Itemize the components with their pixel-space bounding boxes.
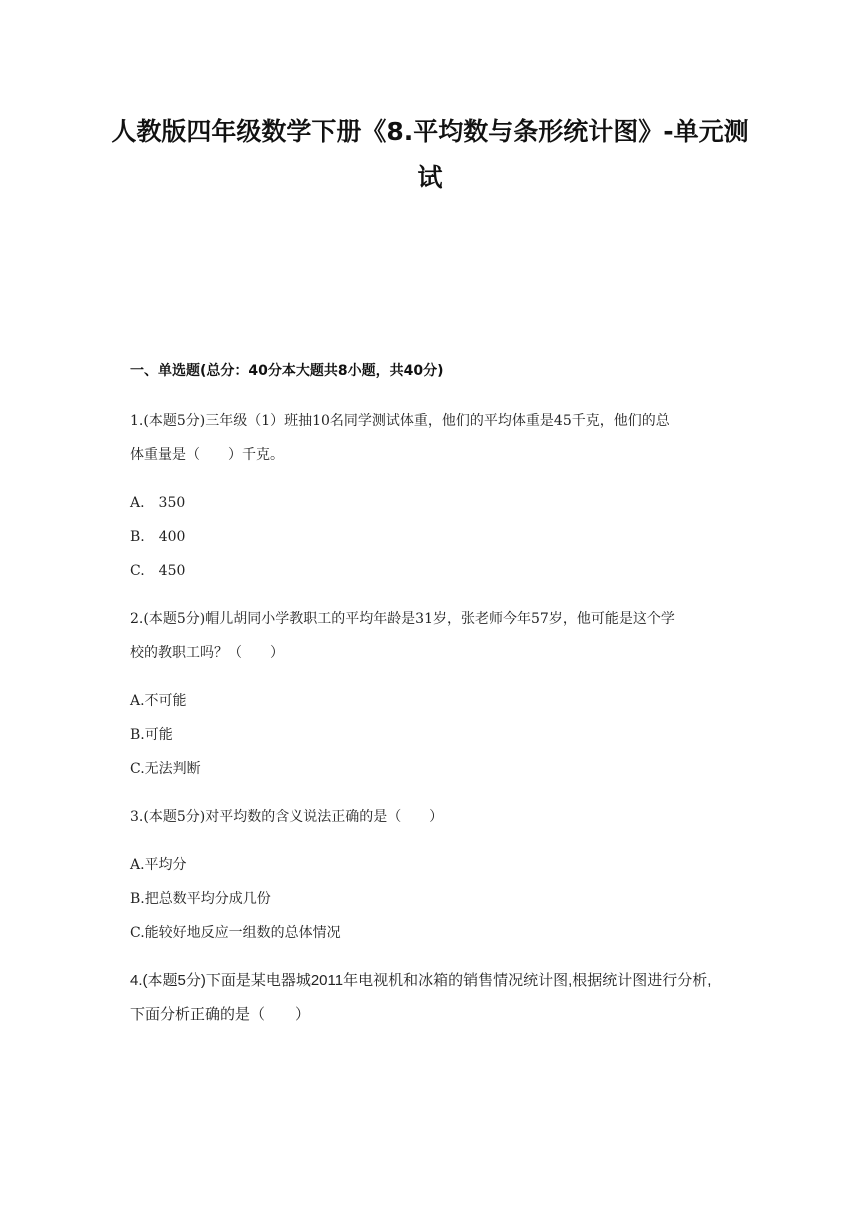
question-3-option-a[interactable]: A.平均分 bbox=[130, 857, 187, 873]
question-1-option-c[interactable]: C. 450 bbox=[130, 563, 186, 579]
question-3-text-line-1: 3.(本题5分)对平均数的含义说法正确的是（ ） bbox=[130, 809, 444, 825]
question-2-option-a[interactable]: A.不可能 bbox=[130, 693, 187, 709]
section-heading: 一、单选题(总分：40分本大题共8小题，共40分) bbox=[130, 363, 444, 379]
question-2-option-b[interactable]: B.可能 bbox=[130, 727, 173, 743]
question-1-option-b[interactable]: B. 400 bbox=[130, 529, 186, 545]
question-3-option-b[interactable]: B.把总数平均分成几份 bbox=[130, 891, 271, 907]
question-4-text-line-2: 下面分析正确的是（ ） bbox=[130, 1006, 311, 1023]
question-2-text-line-2: 校的教职工吗？（ ） bbox=[130, 645, 284, 661]
question-4-text-line-1: 4.(本题5分)下面是某电器城2011年电视机和冰箱的销售情况统计图,根据统计图进行分析, bbox=[130, 972, 712, 989]
document-title-line-2: 试 bbox=[417, 163, 443, 192]
question-2-option-c[interactable]: C.无法判断 bbox=[130, 761, 201, 777]
question-1-text-line-1: 1.(本题5分)三年级（1）班抽10名同学测试体重，他们的平均体重是45千克，他们的总 bbox=[130, 413, 670, 429]
question-1-text-line-2: 体重量是（ ）千克。 bbox=[130, 447, 284, 463]
question-1-option-a[interactable]: A. 350 bbox=[130, 495, 186, 511]
question-2-text-line-1: 2.(本题5分)帽儿胡同小学教职工的平均年龄是31岁，张老师今年57岁，他可能是这个学 bbox=[130, 611, 675, 627]
question-3-option-c[interactable]: C.能较好地反应一组数的总体情况 bbox=[130, 925, 341, 941]
document-title-line-1: 人教版四年级数学下册《8.平均数与条形统计图》-单元测 bbox=[111, 117, 749, 146]
